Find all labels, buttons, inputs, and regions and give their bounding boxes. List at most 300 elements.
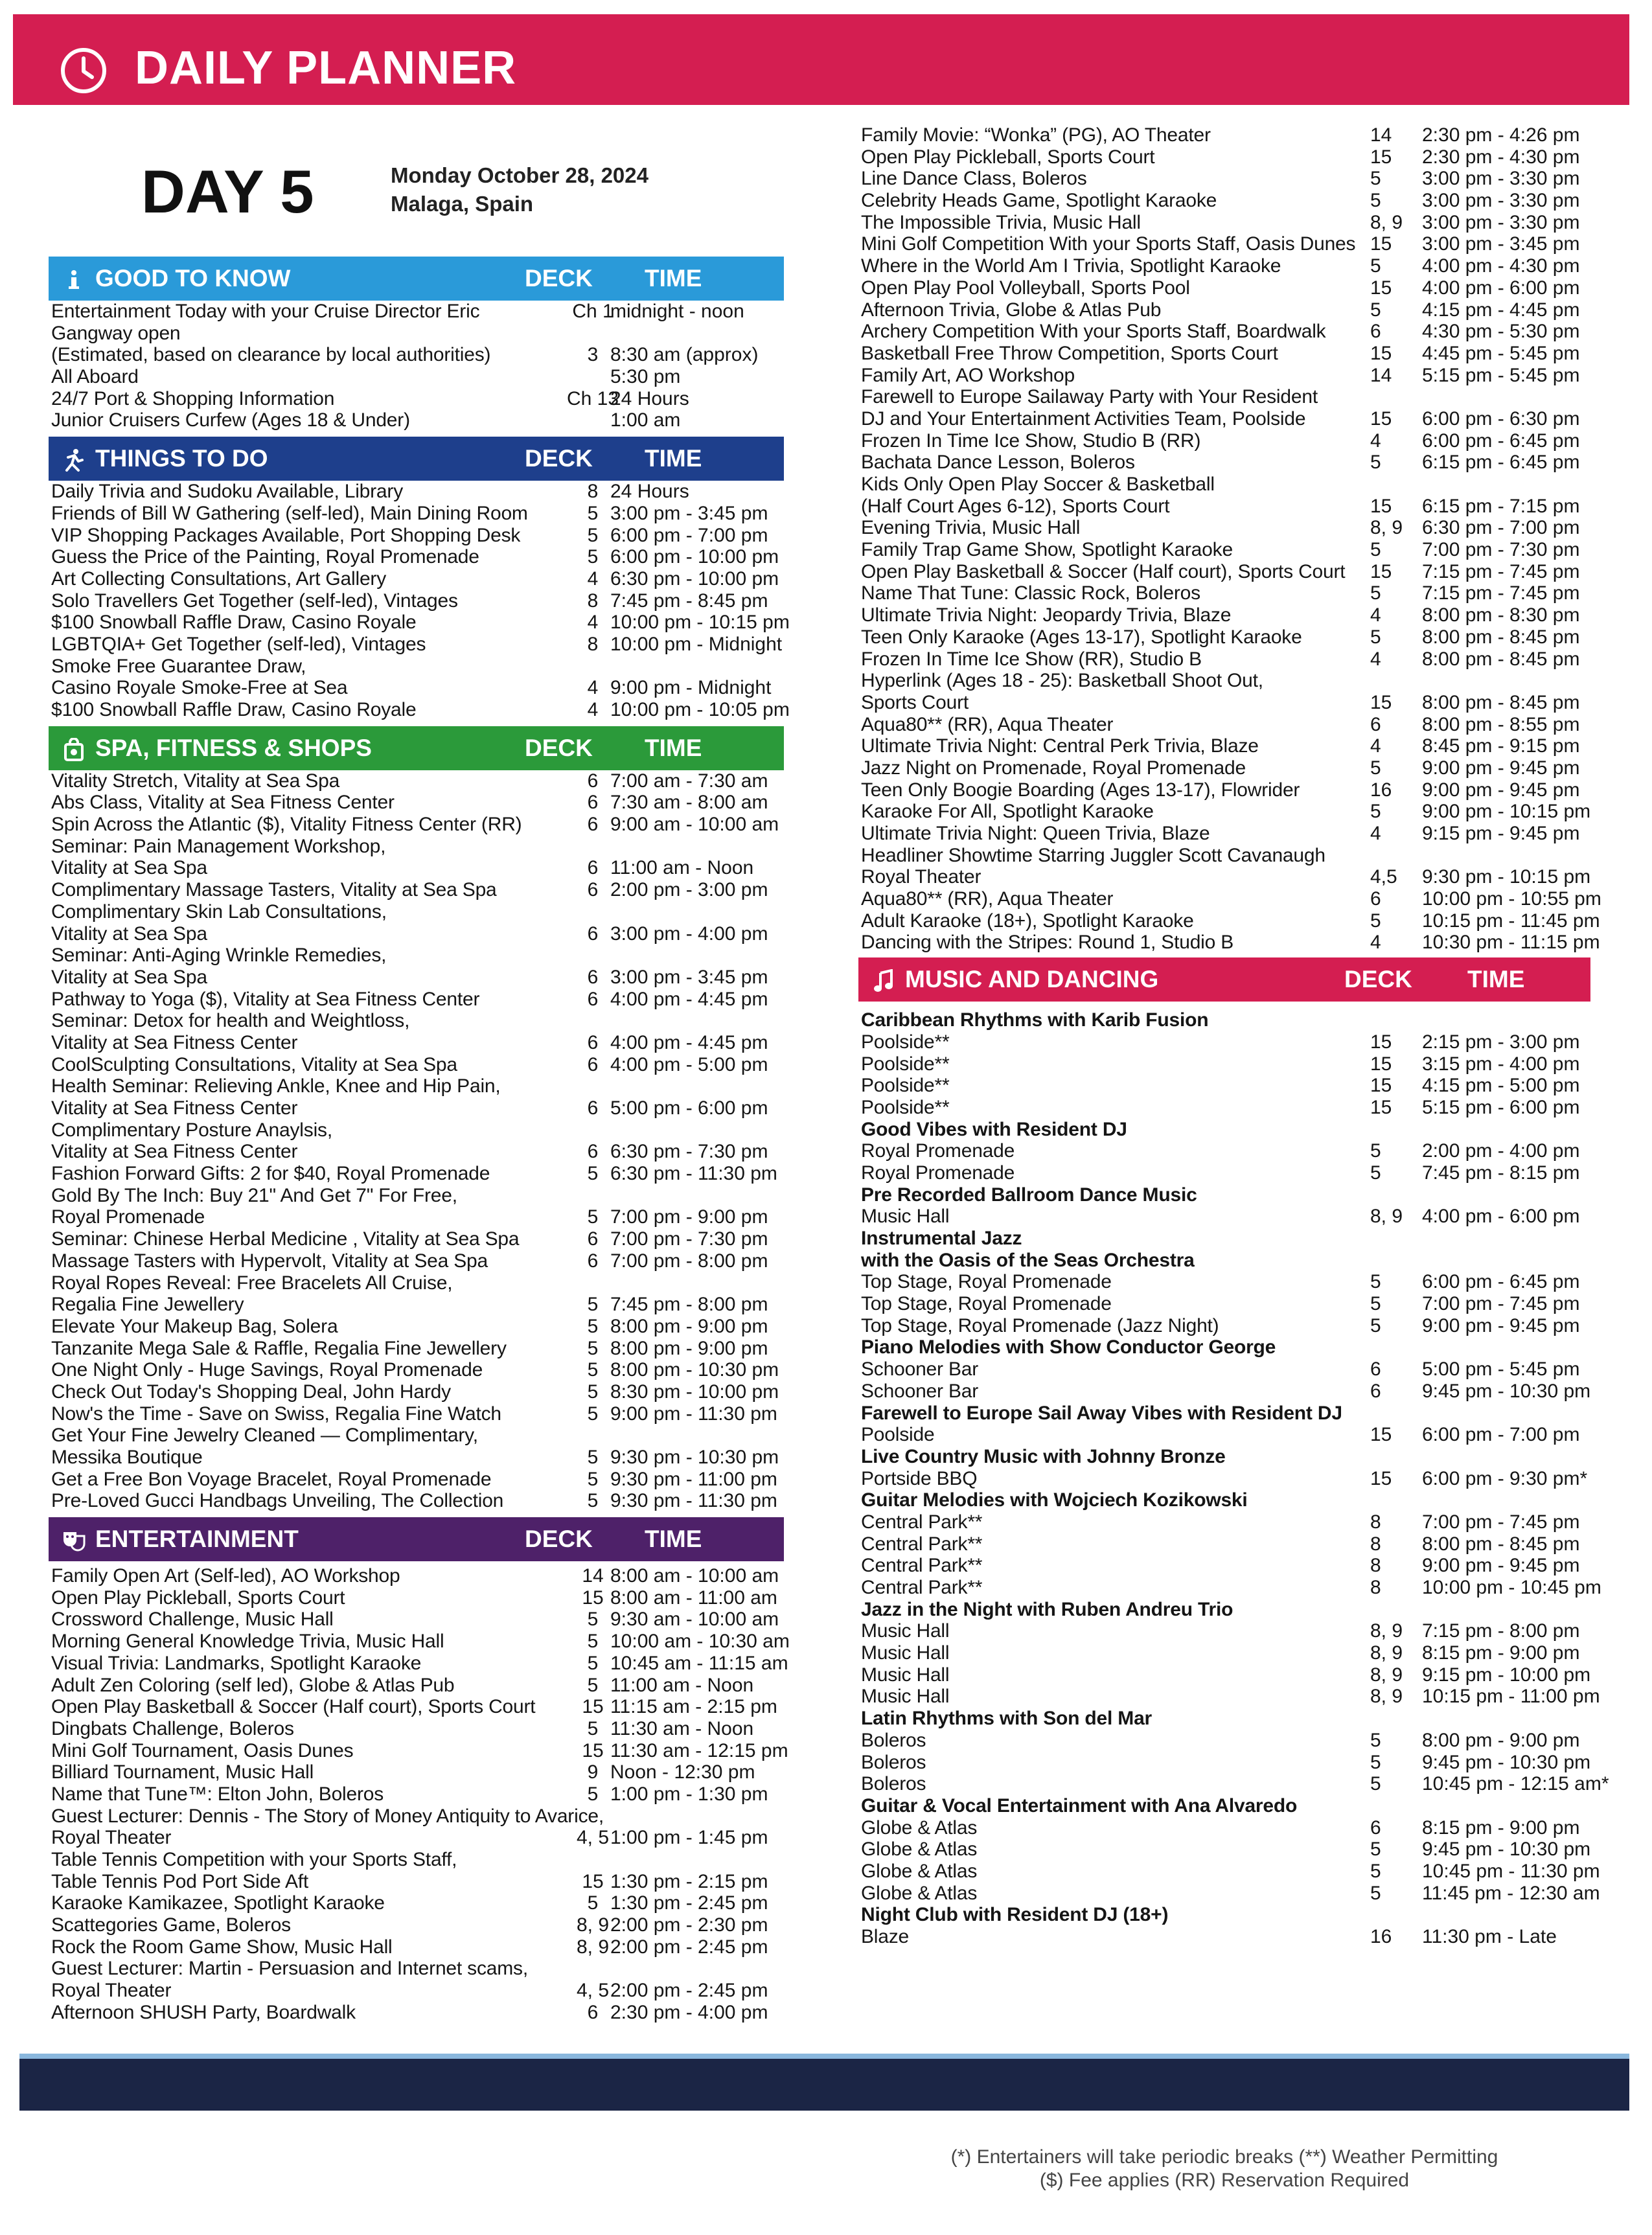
schedule-row bbox=[49, 1631, 790, 1653]
time-value: 4:00 pm - 4:45 pm bbox=[610, 988, 768, 1010]
schedule-row bbox=[49, 1718, 784, 1740]
schedule-row bbox=[858, 714, 1590, 736]
deck-value: 5 bbox=[1370, 1860, 1381, 1882]
schedule-row bbox=[858, 168, 1590, 190]
deck-value: 4 bbox=[1370, 823, 1381, 844]
time-value: 11:30 am - 12:15 pm bbox=[610, 1739, 788, 1761]
deck-value: 5 bbox=[1370, 539, 1381, 561]
schedule-row bbox=[49, 1141, 784, 1163]
deck-value: 6 bbox=[587, 1250, 599, 1272]
time-value: 7:15 pm - 7:45 pm bbox=[1422, 560, 1580, 582]
time-value: 11:30 am - Noon bbox=[610, 1717, 754, 1739]
deck-value: 3 bbox=[587, 344, 599, 366]
deck-value: 6 bbox=[587, 988, 599, 1010]
time-value: 11:00 am - Noon bbox=[610, 1674, 754, 1696]
activity-name: Teen Only Karaoke (Ages 13-17), Spotlight Karaoke bbox=[861, 626, 1302, 648]
deck-value: 15 bbox=[1370, 233, 1392, 255]
time-value: 1:00 pm - 1:45 pm bbox=[610, 1827, 768, 1849]
deck-column-header: DECK bbox=[525, 1526, 593, 1553]
activity-name: Daily Trivia and Sudoku Available, Library bbox=[51, 481, 404, 503]
deck-value: 5 bbox=[587, 1381, 599, 1403]
activity-name: Billiard Tournament, Music Hall bbox=[51, 1761, 314, 1783]
schedule-row bbox=[49, 770, 784, 792]
schedule-row bbox=[49, 546, 784, 568]
schedule-row bbox=[49, 323, 784, 345]
deck-value: 15 bbox=[1370, 691, 1392, 713]
deck-value: 5 bbox=[587, 1315, 599, 1337]
time-value: 7:15 pm - 7:45 pm bbox=[1422, 582, 1580, 604]
subsection-heading bbox=[858, 1403, 1590, 1425]
activity-name: Royal Theater bbox=[51, 1980, 172, 2002]
schedule-row bbox=[49, 1206, 784, 1228]
deck-value: 8, 9 bbox=[576, 1914, 610, 1936]
subsection-heading bbox=[858, 1228, 1590, 1250]
schedule-row bbox=[49, 1739, 788, 1762]
activity-name: Headliner Showtime Starring Juggler Scott Cavanaugh bbox=[861, 844, 1325, 866]
schedule-row bbox=[858, 604, 1590, 626]
schedule-row bbox=[858, 1664, 1590, 1686]
section-spacer bbox=[49, 721, 784, 726]
deck-value: 4 bbox=[1370, 735, 1381, 757]
deck-value: 5 bbox=[587, 1652, 599, 1674]
time-value: 10:15 pm - 11:00 pm bbox=[1422, 1686, 1600, 1708]
subsection-heading bbox=[858, 1599, 1590, 1621]
schedule-row bbox=[49, 1032, 784, 1054]
activity-name: Name That Tune: Classic Rock, Boleros bbox=[861, 582, 1200, 604]
time-value: 3:00 pm - 4:00 pm bbox=[610, 923, 768, 945]
deck-value: 5 bbox=[1370, 1773, 1381, 1795]
deck-value: 15 bbox=[1370, 495, 1392, 517]
deck-value: 6 bbox=[587, 923, 599, 945]
schedule-row bbox=[858, 1271, 1590, 1293]
activity-name: Poolside bbox=[861, 1424, 935, 1446]
activity-name: Top Stage, Royal Promenade bbox=[861, 1271, 1112, 1293]
activity-name: Royal Ropes Reveal: Free Bracelets All Cruise, bbox=[51, 1272, 453, 1294]
deck-value: 15 bbox=[1370, 1053, 1392, 1075]
section-header-ent bbox=[49, 1517, 784, 1561]
time-value: 7:00 pm - 9:00 pm bbox=[610, 1206, 768, 1228]
activity-name: Basketball Free Throw Competition, Sports Court bbox=[861, 342, 1278, 364]
schedule-row bbox=[49, 590, 784, 612]
deck-value: 5 bbox=[1370, 1140, 1381, 1162]
activity-name: Central Park** bbox=[861, 1555, 983, 1577]
section-header-music bbox=[858, 957, 1590, 1002]
schedule-row bbox=[858, 1424, 1590, 1446]
activity-name: Guess the Price of the Painting, Royal Promenade bbox=[51, 546, 479, 568]
deck-value: 5 bbox=[587, 1163, 599, 1185]
schedule-row bbox=[858, 146, 1590, 168]
activity-name: Open Play Pickleball, Sports Court bbox=[861, 146, 1155, 168]
schedule-row bbox=[858, 757, 1590, 779]
schedule-row bbox=[49, 1250, 784, 1272]
time-value: 10:00 pm - 10:55 pm bbox=[1422, 888, 1601, 910]
time-value: 10:45 pm - 11:30 pm bbox=[1422, 1860, 1600, 1882]
activity-name: Royal Promenade bbox=[861, 1140, 1015, 1162]
activity-name: Royal Theater bbox=[51, 1827, 172, 1849]
time-value: 9:00 pm - 9:45 pm bbox=[1422, 757, 1580, 779]
deck-value: 5 bbox=[1370, 452, 1381, 474]
deck-value: 8, 9 bbox=[1370, 211, 1403, 233]
schedule-row bbox=[49, 857, 784, 879]
time-value: 10:00 pm - 10:45 pm bbox=[1422, 1577, 1601, 1598]
activity-name: Rock the Room Game Show, Music Hall bbox=[51, 1936, 393, 1958]
schedule-row bbox=[858, 1206, 1590, 1228]
time-value: 4:15 pm - 4:45 pm bbox=[1422, 299, 1580, 321]
activity-name: Guitar Melodies with Wojciech Kozikowski bbox=[861, 1489, 1248, 1511]
time-value: 9:15 pm - 10:00 pm bbox=[1422, 1664, 1591, 1686]
time-value: 7:00 pm - 8:00 pm bbox=[610, 1250, 768, 1272]
section-title-text: THINGS TO DO bbox=[95, 445, 268, 472]
deck-value: 4 bbox=[587, 677, 599, 699]
time-value: 6:30 pm - 7:00 pm bbox=[1422, 517, 1580, 539]
deck-value: 5 bbox=[587, 1783, 599, 1805]
time-value: 9:30 pm - 10:15 pm bbox=[1422, 866, 1591, 888]
schedule-row bbox=[858, 1140, 1590, 1162]
section-title-text: SPA, FITNESS & SHOPS bbox=[95, 734, 372, 761]
schedule-row bbox=[858, 1358, 1590, 1381]
time-value: 11:15 am - 2:15 pm bbox=[610, 1696, 777, 1718]
deck-value: 15 bbox=[1370, 146, 1392, 168]
deck-value: 6 bbox=[1370, 1817, 1381, 1839]
activity-name: Seminar: Anti-Aging Wrinkle Remedies, bbox=[51, 945, 387, 967]
schedule-row bbox=[858, 517, 1590, 539]
time-value: 1:00 pm - 1:30 pm bbox=[610, 1783, 768, 1805]
time-column-header: TIME bbox=[645, 265, 702, 292]
deck-value: 6 bbox=[587, 857, 599, 879]
activity-name: Check Out Today's Shopping Deal, John Hardy bbox=[51, 1381, 451, 1403]
deck-value: 5 bbox=[1370, 626, 1381, 648]
time-value: 8:00 am - 11:00 am bbox=[610, 1587, 777, 1609]
deck-value: 5 bbox=[587, 1674, 599, 1696]
deck-value: 4, 5 bbox=[576, 1980, 610, 2002]
activity-name: All Aboard bbox=[51, 366, 139, 388]
deck-column-header: DECK bbox=[525, 265, 593, 292]
clock-icon bbox=[60, 47, 108, 95]
schedule-row bbox=[49, 1316, 784, 1338]
schedule-row bbox=[49, 1469, 784, 1491]
page-title: DAILY PLANNER bbox=[135, 42, 517, 94]
deck-value: 6 bbox=[587, 814, 599, 836]
schedule-row bbox=[49, 1871, 784, 1893]
deck-value: 6 bbox=[587, 2001, 599, 2023]
activity-name: Music Hall bbox=[861, 1686, 950, 1708]
time-value: Noon - 12:30 pm bbox=[610, 1761, 755, 1783]
activity-name: Afternoon Trivia, Globe & Atlas Pub bbox=[861, 299, 1162, 321]
activity-name: Gangway open bbox=[51, 322, 181, 344]
time-value: 7:00 pm - 7:45 pm bbox=[1422, 1293, 1580, 1315]
schedule-row bbox=[858, 1686, 1600, 1708]
time-value: midnight - noon bbox=[610, 301, 744, 322]
activity-name: Music Hall bbox=[861, 1620, 950, 1642]
time-value: 8:00 pm - 8:55 pm bbox=[1422, 713, 1580, 735]
time-value: 8:00 pm - 10:30 pm bbox=[610, 1359, 779, 1381]
activity-name: Frozen In Time Ice Show (RR), Studio B bbox=[861, 648, 1202, 670]
deck-value: 5 bbox=[1370, 1271, 1381, 1293]
section-spacer bbox=[49, 431, 784, 437]
time-value: 8:00 pm - 9:00 pm bbox=[610, 1337, 768, 1359]
activity-name: Globe & Atlas bbox=[861, 1882, 978, 1904]
time-value: 10:15 pm - 11:45 pm bbox=[1422, 910, 1600, 932]
activity-name: Seminar: Pain Management Workshop, bbox=[51, 835, 386, 857]
deck-value: 4 bbox=[587, 567, 599, 590]
time-value: 9:00 pm - 9:45 pm bbox=[1422, 1555, 1580, 1577]
time-value: 10:45 pm - 12:15 am* bbox=[1422, 1773, 1609, 1795]
activity-name: Solo Travellers Get Together (self-led), Vintages bbox=[51, 590, 458, 612]
activity-name: Fashion Forward Gifts: 2 for $40, Royal Promenade bbox=[51, 1163, 490, 1185]
time-value: 8:00 pm - 8:45 pm bbox=[1422, 648, 1580, 670]
deck-value: 5 bbox=[1370, 1882, 1381, 1904]
deck-value: 6 bbox=[587, 1053, 599, 1075]
schedule-row bbox=[49, 945, 784, 967]
right-column bbox=[858, 124, 1609, 1948]
schedule-row bbox=[49, 792, 784, 814]
schedule-row bbox=[49, 699, 790, 721]
schedule-row bbox=[858, 365, 1590, 387]
activity-name: Sports Court bbox=[861, 691, 969, 713]
schedule-row bbox=[858, 1053, 1590, 1075]
activity-name: CoolSculpting Consultations, Vitality at Sea Spa bbox=[51, 1053, 457, 1075]
deck-value: 5 bbox=[1370, 255, 1381, 277]
schedule-row bbox=[858, 888, 1601, 910]
deck-column-header: DECK bbox=[525, 734, 593, 761]
activity-name: Friends of Bill W Gathering (self-led), Main Dining Room bbox=[51, 502, 528, 524]
schedule-row bbox=[858, 430, 1590, 452]
activity-name: Line Dance Class, Boleros bbox=[861, 168, 1087, 190]
deck-value: 5 bbox=[587, 1468, 599, 1490]
schedule-row bbox=[49, 481, 784, 503]
activity-name: One Night Only - Huge Savings, Royal Promenade bbox=[51, 1359, 483, 1381]
time-value: 3:00 pm - 3:45 pm bbox=[1422, 233, 1580, 255]
time-value: 4:30 pm - 5:30 pm bbox=[1422, 321, 1580, 343]
deck-value: 4 bbox=[1370, 604, 1381, 626]
activity-name: Celebrity Heads Game, Spotlight Karaoke bbox=[861, 190, 1217, 212]
time-value: 10:30 pm - 11:15 pm bbox=[1422, 932, 1600, 954]
time-value: 4:00 pm - 4:45 pm bbox=[610, 1031, 768, 1053]
deck-value: 16 bbox=[1370, 1926, 1392, 1947]
activity-name: Mini Golf Tournament, Oasis Dunes bbox=[51, 1739, 354, 1761]
time-value: 9:30 pm - 11:30 pm bbox=[610, 1490, 777, 1512]
section-title bbox=[870, 957, 1158, 1002]
schedule-row bbox=[49, 1652, 788, 1675]
activity-name: Jazz Night on Promenade, Royal Promenade bbox=[861, 757, 1246, 779]
activity-name: Scattegories Game, Boleros bbox=[51, 1914, 291, 1936]
time-value: 9:00 pm - 9:45 pm bbox=[1422, 779, 1580, 801]
time-column-header: TIME bbox=[645, 445, 702, 472]
activity-name: Good Vibes with Resident DJ bbox=[861, 1118, 1127, 1140]
time-value: 8:00 pm - 8:30 pm bbox=[1422, 604, 1580, 626]
activity-name: Schooner Bar bbox=[861, 1358, 979, 1381]
time-value: 2:00 pm - 2:45 pm bbox=[610, 1980, 768, 2002]
activity-name: DJ and Your Entertainment Activities Team, Poolside bbox=[861, 407, 1306, 430]
time-value: 6:00 pm - 6:45 pm bbox=[1422, 430, 1580, 452]
deck-value: 4, 5 bbox=[576, 1827, 610, 1849]
time-value: 5:30 pm bbox=[610, 366, 681, 388]
deck-value: 6 bbox=[1370, 321, 1381, 343]
activity-name: Karaoke For All, Spotlight Karaoke bbox=[861, 801, 1154, 823]
deck-value: 15 bbox=[582, 1587, 604, 1609]
time-value: 3:00 pm - 3:45 pm bbox=[610, 502, 768, 524]
activity-name: Name that Tune™: Elton John, Boleros bbox=[51, 1783, 384, 1805]
activity-name: Open Play Basketball & Soccer (Half court), Sports Court bbox=[861, 560, 1346, 582]
deck-value: 8 bbox=[587, 633, 599, 655]
activity-name: Archery Competition With your Sports Staff, Boardwalk bbox=[861, 321, 1326, 343]
time-value: 1:30 pm - 2:15 pm bbox=[610, 1870, 768, 1892]
schedule-row bbox=[49, 967, 784, 989]
deck-value: 5 bbox=[1370, 1751, 1381, 1773]
deck-value: 5 bbox=[1370, 190, 1381, 212]
activity-name: Aqua80** (RR), Aqua Theater bbox=[861, 888, 1114, 910]
activity-name: Pre Recorded Ballroom Dance Music bbox=[861, 1184, 1197, 1206]
deck-value: 5 bbox=[1370, 299, 1381, 321]
deck-value: 15 bbox=[1370, 560, 1392, 582]
section-title-text: GOOD TO KNOW bbox=[95, 265, 291, 292]
activity-name: $100 Snowball Raffle Draw, Casino Royale bbox=[51, 699, 417, 720]
deck-value: 15 bbox=[1370, 1424, 1392, 1446]
activity-name: Kids Only Open Play Soccer & Basketball bbox=[861, 474, 1215, 495]
schedule-row bbox=[49, 1447, 784, 1469]
section-title bbox=[60, 437, 268, 481]
schedule-row bbox=[858, 692, 1590, 714]
schedule-row bbox=[49, 1403, 784, 1425]
deck-value: 15 bbox=[1370, 1031, 1392, 1053]
deck-value: 5 bbox=[1370, 757, 1381, 779]
time-value: 9:30 am - 10:00 am bbox=[610, 1609, 779, 1631]
activity-name: Night Club with Resident DJ (18+) bbox=[861, 1904, 1169, 1926]
deck-value: 5 bbox=[587, 1609, 599, 1631]
activity-name: with the Oasis of the Seas Orchestra bbox=[861, 1249, 1195, 1271]
schedule-row bbox=[49, 1294, 784, 1316]
deck-value: 8, 9 bbox=[1370, 1664, 1403, 1686]
deck-value: 5 bbox=[1370, 582, 1381, 604]
activity-name: Vitality at Sea Fitness Center bbox=[51, 1141, 298, 1163]
activity-name: (Half Court Ages 6-12), Sports Court bbox=[861, 495, 1170, 517]
schedule-row bbox=[49, 1675, 784, 1697]
schedule-row bbox=[858, 321, 1590, 343]
schedule-row bbox=[858, 233, 1590, 255]
time-value: 7:30 am - 8:00 am bbox=[610, 792, 768, 814]
activity-name: Blaze bbox=[861, 1926, 910, 1947]
time-value: 9:00 pm - 11:30 pm bbox=[610, 1403, 777, 1425]
activity-name: Health Seminar: Relieving Ankle, Knee and Hip Pain, bbox=[51, 1075, 501, 1097]
footnote-breaks: (*) Entertainers will take periodic breaks (**) Weather Permitting bbox=[950, 2146, 1498, 2168]
time-value: 7:00 pm - 7:30 pm bbox=[610, 1228, 768, 1250]
deck-value: 8 bbox=[587, 590, 599, 612]
activity-name: Dingbats Challenge, Boleros bbox=[51, 1717, 294, 1739]
time-value: 4:15 pm - 5:00 pm bbox=[1422, 1075, 1580, 1097]
schedule-row bbox=[858, 474, 1590, 496]
activity-name: $100 Snowball Raffle Draw, Casino Royale bbox=[51, 612, 417, 634]
deck-value: 14 bbox=[1370, 124, 1392, 146]
deck-value: 15 bbox=[1370, 342, 1392, 364]
schedule-row bbox=[858, 582, 1590, 604]
time-value: 6:00 pm - 6:30 pm bbox=[1422, 407, 1580, 430]
schedule-row bbox=[49, 1892, 784, 1914]
activity-name: Boleros bbox=[861, 1751, 926, 1773]
footnotes bbox=[858, 2146, 1590, 2192]
activity-name: Afternoon SHUSH Party, Boardwalk bbox=[51, 2001, 356, 2023]
schedule-row bbox=[858, 1097, 1590, 1119]
subsection-heading bbox=[858, 1446, 1590, 1468]
schedule-row bbox=[49, 1119, 784, 1141]
activity-name: Entertainment Today with your Cruise Director Eric bbox=[51, 301, 480, 322]
music-note-icon bbox=[870, 957, 897, 1002]
deck-value: 8 bbox=[1370, 1555, 1381, 1577]
time-value: 7:45 pm - 8:45 pm bbox=[610, 590, 768, 612]
schedule-row bbox=[49, 1272, 784, 1294]
schedule-row bbox=[858, 845, 1590, 867]
deck-value: 6 bbox=[1370, 888, 1381, 910]
activity-name: Boleros bbox=[861, 1729, 926, 1751]
footer-accent-line bbox=[19, 2054, 1629, 2059]
subsection-heading bbox=[858, 1184, 1590, 1206]
schedule-row bbox=[49, 634, 784, 656]
time-value: 24 Hours bbox=[610, 481, 689, 503]
time-value: 2:30 pm - 4:26 pm bbox=[1422, 124, 1580, 146]
deck-value: 8, 9 bbox=[1370, 1620, 1403, 1642]
schedule-row bbox=[858, 386, 1590, 408]
activity-name: Globe & Atlas bbox=[861, 1817, 978, 1839]
deck-value: 15 bbox=[1370, 1075, 1392, 1097]
schedule-row bbox=[858, 255, 1590, 277]
time-value: 9:00 pm - 10:15 pm bbox=[1422, 801, 1591, 823]
activity-name: Portside BBQ bbox=[861, 1467, 978, 1489]
schedule-row bbox=[858, 1511, 1590, 1533]
time-value: 2:30 pm - 4:30 pm bbox=[1422, 146, 1580, 168]
time-value: 4:45 pm - 5:45 pm bbox=[1422, 342, 1580, 364]
time-value: 8:15 pm - 9:00 pm bbox=[1422, 1642, 1580, 1664]
schedule-row bbox=[858, 626, 1590, 648]
schedule-row bbox=[49, 923, 784, 945]
deck-value: 5 bbox=[587, 1892, 599, 1914]
schedule-row bbox=[49, 1761, 784, 1783]
activity-name: Get Your Fine Jewelry Cleaned — Complimentary, bbox=[51, 1425, 478, 1447]
activity-name: Family Open Art (Self-led), AO Workshop bbox=[51, 1565, 400, 1587]
time-value: 6:15 pm - 6:45 pm bbox=[1422, 452, 1580, 474]
activity-name: Ultimate Trivia Night: Jeopardy Trivia, Blaze bbox=[861, 604, 1232, 626]
deck-value: 8, 9 bbox=[1370, 1686, 1403, 1708]
schedule-row bbox=[858, 1468, 1590, 1490]
deck-value: 6 bbox=[1370, 713, 1381, 735]
schedule-row bbox=[49, 1805, 784, 1828]
time-value: 7:45 pm - 8:00 pm bbox=[610, 1294, 768, 1316]
activity-name: Pre-Loved Gucci Handbags Unveiling, The Collection bbox=[51, 1490, 504, 1512]
schedule-row bbox=[858, 1162, 1590, 1184]
deck-value: 4 bbox=[1370, 430, 1381, 452]
schedule-row bbox=[49, 366, 784, 388]
time-value: 3:15 pm - 4:00 pm bbox=[1422, 1053, 1580, 1075]
schedule-row bbox=[49, 1010, 784, 1032]
schedule-row bbox=[49, 1849, 784, 1871]
deck-value: 14 bbox=[582, 1565, 604, 1587]
deck-value: 15 bbox=[582, 1739, 604, 1761]
activity-name: Complimentary Massage Tasters, Vitality at Sea Spa bbox=[51, 879, 497, 901]
time-value: 5:00 pm - 5:45 pm bbox=[1422, 1358, 1580, 1381]
time-value: 9:45 pm - 10:30 pm bbox=[1422, 1839, 1591, 1861]
activity-name: Seminar: Chinese Herbal Medicine , Vitality at Sea Spa bbox=[51, 1228, 520, 1250]
activity-name: Ultimate Trivia Night: Queen Trivia, Blaze bbox=[861, 823, 1210, 844]
deck-value: 4 bbox=[587, 612, 599, 634]
time-value: 8:00 pm - 8:45 pm bbox=[1422, 1533, 1580, 1555]
activity-name: Morning General Knowledge Trivia, Music Hall bbox=[51, 1631, 444, 1653]
deck-value: 15 bbox=[1370, 277, 1392, 299]
deck-value: 8 bbox=[587, 481, 599, 503]
schedule-row bbox=[49, 301, 784, 323]
deck-column-header: DECK bbox=[1344, 966, 1412, 993]
deck-value: 5 bbox=[1370, 1314, 1381, 1336]
time-value: 9:30 pm - 11:00 pm bbox=[610, 1468, 777, 1490]
schedule-row bbox=[858, 496, 1590, 518]
shopping-bag-icon bbox=[60, 726, 87, 770]
